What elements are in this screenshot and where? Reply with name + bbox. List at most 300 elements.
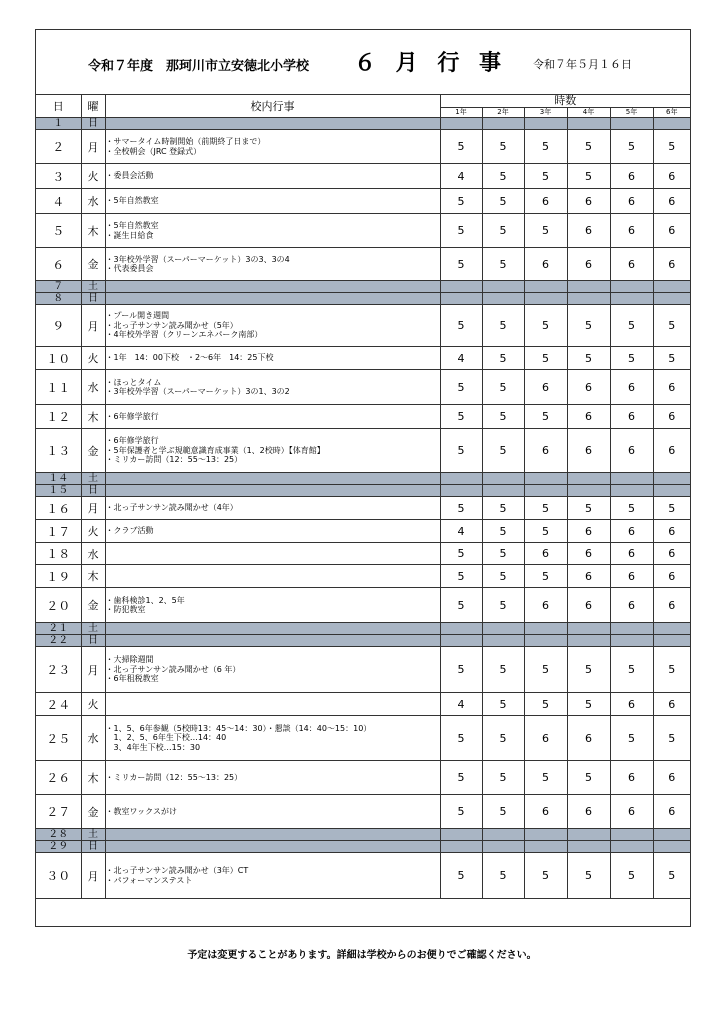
hours-cell-grade-2	[482, 841, 524, 853]
hours-cell-grade-1	[440, 841, 482, 853]
events-cell	[105, 248, 440, 281]
hours-cell-grade-2: 5	[482, 189, 524, 214]
day-cell: １５	[36, 485, 81, 497]
hours-cell-grade-1: 4	[440, 347, 482, 370]
weekday-cell: 日	[81, 118, 105, 130]
hours-cell-grade-2: 5	[482, 853, 524, 899]
month-title: ６ 月 行 事	[354, 51, 507, 76]
hours-cell-grade-6: 6	[653, 214, 690, 248]
hours-cell-grade-3: 6	[524, 543, 567, 565]
hours-cell-grade-5	[610, 485, 653, 497]
hours-cell-grade-3: 5	[524, 130, 567, 164]
hours-cell-grade-5: 6	[610, 189, 653, 214]
hours-cell-grade-2	[482, 829, 524, 841]
hours-cell-grade-2: 5	[482, 305, 524, 347]
event-item: ・全校朝会（JRC 登録式）	[105, 146, 202, 156]
events-cell	[105, 370, 440, 405]
hours-cell-grade-2: 5	[482, 693, 524, 716]
hours-cell-grade-5: 6	[610, 405, 653, 429]
sheet-header	[36, 30, 690, 95]
hours-cell-grade-5: 5	[610, 716, 653, 761]
hours-cell-grade-5: 6	[610, 370, 653, 405]
day-cell: ８	[36, 293, 81, 305]
hours-cell-grade-5	[610, 118, 653, 130]
hours-cell-grade-6	[653, 473, 690, 485]
hours-cell-grade-3: 6	[524, 716, 567, 761]
event-item: ・3年校外学習（スーパーマーケット）3の3、3の4	[105, 254, 290, 264]
events-cell	[105, 716, 440, 761]
table-row	[36, 853, 690, 899]
event-item: ・1年 14：00下校 ・2～6年 14：25下校	[105, 353, 274, 363]
hours-cell-grade-2: 5	[482, 761, 524, 795]
hours-cell-grade-2	[482, 118, 524, 130]
hours-cell-grade-2: 5	[482, 588, 524, 623]
day-cell: ２８	[36, 829, 81, 841]
hours-cell-grade-2: 5	[482, 565, 524, 588]
weekday-cell: 火	[81, 347, 105, 370]
hours-cell-grade-3	[524, 485, 567, 497]
hours-cell-grade-1: 5	[440, 543, 482, 565]
events-cell	[105, 281, 440, 293]
event-item: ・代表委員会	[105, 264, 154, 273]
hours-cell-grade-4: 6	[567, 214, 610, 248]
hours-cell-grade-6: 5	[653, 497, 690, 520]
weekday-cell: 月	[81, 497, 105, 520]
hours-cell-grade-1: 5	[440, 405, 482, 429]
hours-cell-grade-6	[653, 293, 690, 305]
hours-cell-grade-3: 5	[524, 647, 567, 693]
hours-cell-grade-3: 5	[524, 164, 567, 189]
hours-cell-grade-3: 5	[524, 305, 567, 347]
weekday-cell: 金	[81, 795, 105, 829]
hours-cell-grade-6: 6	[653, 429, 690, 473]
hours-cell-grade-6	[653, 623, 690, 635]
hours-cell-grade-3: 6	[524, 189, 567, 214]
events-cell	[105, 761, 440, 795]
hours-cell-grade-1: 5	[440, 565, 482, 588]
day-cell: ９	[36, 305, 81, 347]
hours-cell-grade-6: 6	[653, 795, 690, 829]
hours-cell-grade-3	[524, 473, 567, 485]
weekday-cell: 木	[81, 405, 105, 429]
holiday-row	[36, 623, 690, 635]
events-cell	[105, 693, 440, 716]
weekday-cell: 土	[81, 473, 105, 485]
hours-cell-grade-2: 5	[482, 497, 524, 520]
event-item: ・防犯教室	[105, 605, 146, 614]
hours-cell-grade-6: 6	[653, 761, 690, 795]
hours-cell-grade-1: 5	[440, 429, 482, 473]
hours-cell-grade-1: 5	[440, 305, 482, 347]
hours-cell-grade-3: 5	[524, 853, 567, 899]
table-row	[36, 405, 690, 429]
events-cell	[105, 305, 440, 347]
event-item: ・プール開き週間	[105, 311, 170, 321]
event-item: ・大掃除週間	[105, 655, 154, 665]
events-cell	[105, 795, 440, 829]
day-cell: ３０	[36, 853, 81, 899]
events-cell	[105, 485, 440, 497]
table-row	[36, 214, 690, 248]
hours-cell-grade-5	[610, 635, 653, 647]
hours-cell-grade-4: 5	[567, 497, 610, 520]
day-cell: １１	[36, 370, 81, 405]
holiday-row	[36, 841, 690, 853]
hours-cell-grade-6: 5	[653, 347, 690, 370]
weekday-cell: 水	[81, 189, 105, 214]
hours-cell-grade-2	[482, 623, 524, 635]
hours-cell-grade-4	[567, 473, 610, 485]
col-header-events: 校内行事	[105, 95, 440, 118]
weekday-cell: 火	[81, 693, 105, 716]
hours-cell-grade-1: 5	[440, 588, 482, 623]
hours-cell-grade-3: 5	[524, 565, 567, 588]
hours-cell-grade-3: 5	[524, 761, 567, 795]
hours-cell-grade-2: 5	[482, 405, 524, 429]
hours-cell-grade-2: 5	[482, 716, 524, 761]
schedule-sheet	[35, 29, 691, 927]
weekday-cell: 金	[81, 429, 105, 473]
events-cell	[105, 164, 440, 189]
holiday-row	[36, 473, 690, 485]
hours-cell-grade-1	[440, 473, 482, 485]
hours-cell-grade-6	[653, 281, 690, 293]
hours-cell-grade-5: 5	[610, 347, 653, 370]
event-item: ・5年自然教室	[105, 196, 159, 206]
event-item: 3、4年生下校…15：30	[105, 742, 201, 752]
hours-cell-grade-2	[482, 485, 524, 497]
events-cell	[105, 520, 440, 543]
hours-cell-grade-3: 5	[524, 497, 567, 520]
weekday-cell: 日	[81, 635, 105, 647]
hours-cell-grade-6: 5	[653, 305, 690, 347]
table-row	[36, 305, 690, 347]
hours-cell-grade-2: 5	[482, 248, 524, 281]
hours-cell-grade-6	[653, 829, 690, 841]
hours-cell-grade-1	[440, 829, 482, 841]
event-item: 1、2、5、6年生下校…14：40	[105, 733, 227, 743]
weekday-cell: 土	[81, 281, 105, 293]
hours-cell-grade-1: 5	[440, 370, 482, 405]
school-title: 令和７年度 那珂川市立安徳北小学校	[88, 59, 310, 74]
hours-cell-grade-5: 6	[610, 248, 653, 281]
hours-cell-grade-5: 6	[610, 693, 653, 716]
hours-cell-grade-3: 6	[524, 588, 567, 623]
grade-header: 2年	[482, 107, 524, 117]
hours-cell-grade-6: 6	[653, 248, 690, 281]
hours-cell-grade-2: 5	[482, 647, 524, 693]
hours-cell-grade-1: 5	[440, 189, 482, 214]
holiday-row	[36, 485, 690, 497]
hours-cell-grade-4: 6	[567, 588, 610, 623]
holiday-row	[36, 293, 690, 305]
event-item: ・ミリカー訪問（12：55～13：25）	[105, 455, 243, 465]
schedule-body	[36, 118, 690, 899]
hours-cell-grade-4: 5	[567, 647, 610, 693]
hours-cell-grade-4	[567, 485, 610, 497]
table-row	[36, 565, 690, 588]
events-cell	[105, 118, 440, 130]
hours-cell-grade-5	[610, 841, 653, 853]
hours-cell-grade-4	[567, 293, 610, 305]
table-row	[36, 370, 690, 405]
event-item: ・北っ子サンサン読み聞かせ（5年）	[105, 320, 238, 330]
hours-cell-grade-1: 5	[440, 853, 482, 899]
table-row	[36, 647, 690, 693]
holiday-row	[36, 281, 690, 293]
schedule-table	[36, 94, 690, 899]
hours-cell-grade-4: 6	[567, 405, 610, 429]
weekday-cell: 火	[81, 520, 105, 543]
hours-cell-grade-4: 6	[567, 370, 610, 405]
hours-cell-grade-6	[653, 118, 690, 130]
weekday-cell: 金	[81, 588, 105, 623]
events-cell	[105, 829, 440, 841]
hours-cell-grade-6: 6	[653, 588, 690, 623]
events-cell	[105, 588, 440, 623]
events-cell	[105, 347, 440, 370]
hours-cell-grade-2	[482, 281, 524, 293]
hours-cell-grade-5: 6	[610, 761, 653, 795]
hours-cell-grade-2	[482, 635, 524, 647]
hours-cell-grade-2	[482, 473, 524, 485]
hours-cell-grade-3: 6	[524, 370, 567, 405]
event-item: ・教室ワックスがけ	[105, 806, 178, 816]
day-cell: ２４	[36, 693, 81, 716]
weekday-cell: 日	[81, 485, 105, 497]
hours-cell-grade-5: 6	[610, 543, 653, 565]
hours-cell-grade-6: 6	[653, 189, 690, 214]
event-item: ・1、5、6年参観（5校時13：45～14：30）・懇談（14：40～15：10）	[105, 723, 372, 733]
hours-cell-grade-6	[653, 485, 690, 497]
hours-cell-grade-1	[440, 118, 482, 130]
event-item: ・パフォーマンステスト	[105, 875, 193, 885]
grade-header: 5年	[610, 107, 653, 117]
table-row	[36, 189, 690, 214]
events-cell	[105, 473, 440, 485]
hours-cell-grade-3: 5	[524, 347, 567, 370]
hours-cell-grade-6	[653, 635, 690, 647]
hours-cell-grade-1	[440, 635, 482, 647]
hours-cell-grade-4: 6	[567, 543, 610, 565]
hours-cell-grade-4: 6	[567, 716, 610, 761]
hours-cell-grade-5	[610, 829, 653, 841]
table-row	[36, 588, 690, 623]
day-cell: ２６	[36, 761, 81, 795]
hours-cell-grade-1: 5	[440, 647, 482, 693]
events-cell	[105, 543, 440, 565]
hours-cell-grade-3	[524, 635, 567, 647]
hours-cell-grade-6: 6	[653, 693, 690, 716]
weekday-cell: 火	[81, 164, 105, 189]
hours-cell-grade-5: 5	[610, 647, 653, 693]
hours-cell-grade-2: 5	[482, 347, 524, 370]
hours-cell-grade-5: 5	[610, 497, 653, 520]
weekday-cell: 月	[81, 305, 105, 347]
table-row	[36, 248, 690, 281]
hours-cell-grade-4	[567, 118, 610, 130]
weekday-cell: 木	[81, 214, 105, 248]
hours-cell-grade-5: 5	[610, 853, 653, 899]
events-cell	[105, 647, 440, 693]
day-cell: ２	[36, 130, 81, 164]
events-cell	[105, 189, 440, 214]
hours-cell-grade-6: 6	[653, 164, 690, 189]
events-cell	[105, 293, 440, 305]
hours-cell-grade-4: 6	[567, 520, 610, 543]
hours-cell-grade-5: 6	[610, 520, 653, 543]
col-header-day: 日	[36, 95, 81, 118]
event-item: ・3年校外学習（スーパーマーケット）3の1、3の2	[105, 387, 290, 396]
hours-cell-grade-3: 6	[524, 429, 567, 473]
hours-cell-grade-1: 4	[440, 693, 482, 716]
grade-header: 4年	[567, 107, 610, 117]
events-cell	[105, 841, 440, 853]
event-item: ・北っ子サンサン読み聞かせ（4年）	[105, 503, 238, 513]
event-item: ・歯科検診1、2、5年	[105, 595, 185, 605]
day-cell: ６	[36, 248, 81, 281]
day-cell: １	[36, 118, 81, 130]
table-row	[36, 716, 690, 761]
event-item: ・ミリカー訪問（12：55～13：25）	[105, 772, 243, 782]
events-cell	[105, 623, 440, 635]
hours-cell-grade-1	[440, 623, 482, 635]
hours-cell-grade-5	[610, 281, 653, 293]
hours-cell-grade-6: 5	[653, 716, 690, 761]
hours-cell-grade-2: 5	[482, 130, 524, 164]
hours-cell-grade-6	[653, 841, 690, 853]
hours-cell-grade-5: 6	[610, 565, 653, 588]
hours-cell-grade-5: 5	[610, 130, 653, 164]
table-row	[36, 130, 690, 164]
event-item: ・ほっとタイム	[105, 377, 162, 387]
events-cell	[105, 853, 440, 899]
hours-cell-grade-4	[567, 623, 610, 635]
hours-cell-grade-4: 6	[567, 248, 610, 281]
hours-cell-grade-6: 6	[653, 520, 690, 543]
table-row	[36, 429, 690, 473]
hours-cell-grade-5: 6	[610, 588, 653, 623]
event-item: ・5年自然教室	[105, 221, 159, 230]
event-item: ・サマータイム時制開始（前期終了日まで）	[105, 137, 266, 146]
hours-cell-grade-4: 6	[567, 565, 610, 588]
weekday-cell: 木	[81, 761, 105, 795]
day-cell: ２９	[36, 841, 81, 853]
hours-cell-grade-5: 6	[610, 795, 653, 829]
holiday-row	[36, 829, 690, 841]
hours-cell-grade-4: 5	[567, 693, 610, 716]
hours-cell-grade-5: 6	[610, 429, 653, 473]
hours-cell-grade-1: 5	[440, 761, 482, 795]
hours-cell-grade-1	[440, 485, 482, 497]
table-row	[36, 795, 690, 829]
event-item: ・北っ子サンサン読み聞かせ（3年）CT	[105, 866, 249, 875]
hours-cell-grade-1: 5	[440, 716, 482, 761]
weekday-cell: 金	[81, 248, 105, 281]
hours-cell-grade-4: 6	[567, 189, 610, 214]
weekday-cell: 月	[81, 853, 105, 899]
hours-cell-grade-5	[610, 293, 653, 305]
event-item: ・北っ子サンサン読み聞かせ（6 年）	[105, 664, 241, 674]
hours-cell-grade-3: 5	[524, 214, 567, 248]
hours-cell-grade-3: 5	[524, 693, 567, 716]
event-item: ・4年校外学習（クリーンエネパーク南部）	[105, 330, 263, 340]
hours-cell-grade-3	[524, 293, 567, 305]
hours-cell-grade-1: 5	[440, 795, 482, 829]
event-item: ・6年修学旅行	[105, 411, 159, 421]
hours-cell-grade-2: 5	[482, 214, 524, 248]
hours-cell-grade-1: 5	[440, 214, 482, 248]
events-cell	[105, 214, 440, 248]
weekday-cell: 土	[81, 623, 105, 635]
day-cell: ２１	[36, 623, 81, 635]
events-cell	[105, 130, 440, 164]
events-cell	[105, 429, 440, 473]
hours-cell-grade-6: 5	[653, 130, 690, 164]
hours-cell-grade-2: 5	[482, 795, 524, 829]
hours-cell-grade-4: 5	[567, 347, 610, 370]
grade-header: 1年	[440, 107, 482, 117]
hours-cell-grade-6: 6	[653, 565, 690, 588]
day-cell: １３	[36, 429, 81, 473]
hours-cell-grade-2: 5	[482, 370, 524, 405]
weekday-cell: 水	[81, 370, 105, 405]
hours-cell-grade-1	[440, 293, 482, 305]
day-cell: ５	[36, 214, 81, 248]
day-cell: １８	[36, 543, 81, 565]
issue-date: 令和７年５月１６日	[533, 58, 632, 71]
day-cell: ２３	[36, 647, 81, 693]
hours-cell-grade-4	[567, 841, 610, 853]
hours-cell-grade-6: 5	[653, 853, 690, 899]
day-cell: ４	[36, 189, 81, 214]
hours-cell-grade-4: 5	[567, 853, 610, 899]
table-row	[36, 693, 690, 716]
weekday-cell: 土	[81, 829, 105, 841]
hours-cell-grade-1: 4	[440, 164, 482, 189]
events-cell	[105, 405, 440, 429]
hours-cell-grade-4: 5	[567, 164, 610, 189]
hours-cell-grade-3: 6	[524, 795, 567, 829]
hours-cell-grade-2: 5	[482, 429, 524, 473]
holiday-row	[36, 118, 690, 130]
hours-cell-grade-2	[482, 293, 524, 305]
event-item: ・6年租税教室	[105, 674, 159, 684]
hours-cell-grade-6: 6	[653, 405, 690, 429]
events-cell	[105, 497, 440, 520]
events-cell	[105, 565, 440, 588]
col-header-dow: 曜	[81, 95, 105, 118]
event-item: ・クラブ活動	[105, 526, 154, 536]
hours-cell-grade-3	[524, 841, 567, 853]
events-cell	[105, 635, 440, 647]
day-cell: ２０	[36, 588, 81, 623]
table-row	[36, 164, 690, 189]
hours-cell-grade-3: 5	[524, 405, 567, 429]
event-item: ・誕生日給食	[105, 230, 154, 240]
hours-cell-grade-3: 5	[524, 520, 567, 543]
hours-cell-grade-1	[440, 281, 482, 293]
day-cell: １２	[36, 405, 81, 429]
event-item: ・6年修学旅行	[105, 436, 159, 446]
hours-cell-grade-2: 5	[482, 543, 524, 565]
hours-cell-grade-5	[610, 473, 653, 485]
day-cell: ７	[36, 281, 81, 293]
table-row	[36, 761, 690, 795]
hours-cell-grade-6: 6	[653, 370, 690, 405]
hours-cell-grade-4: 5	[567, 305, 610, 347]
hours-cell-grade-3	[524, 829, 567, 841]
